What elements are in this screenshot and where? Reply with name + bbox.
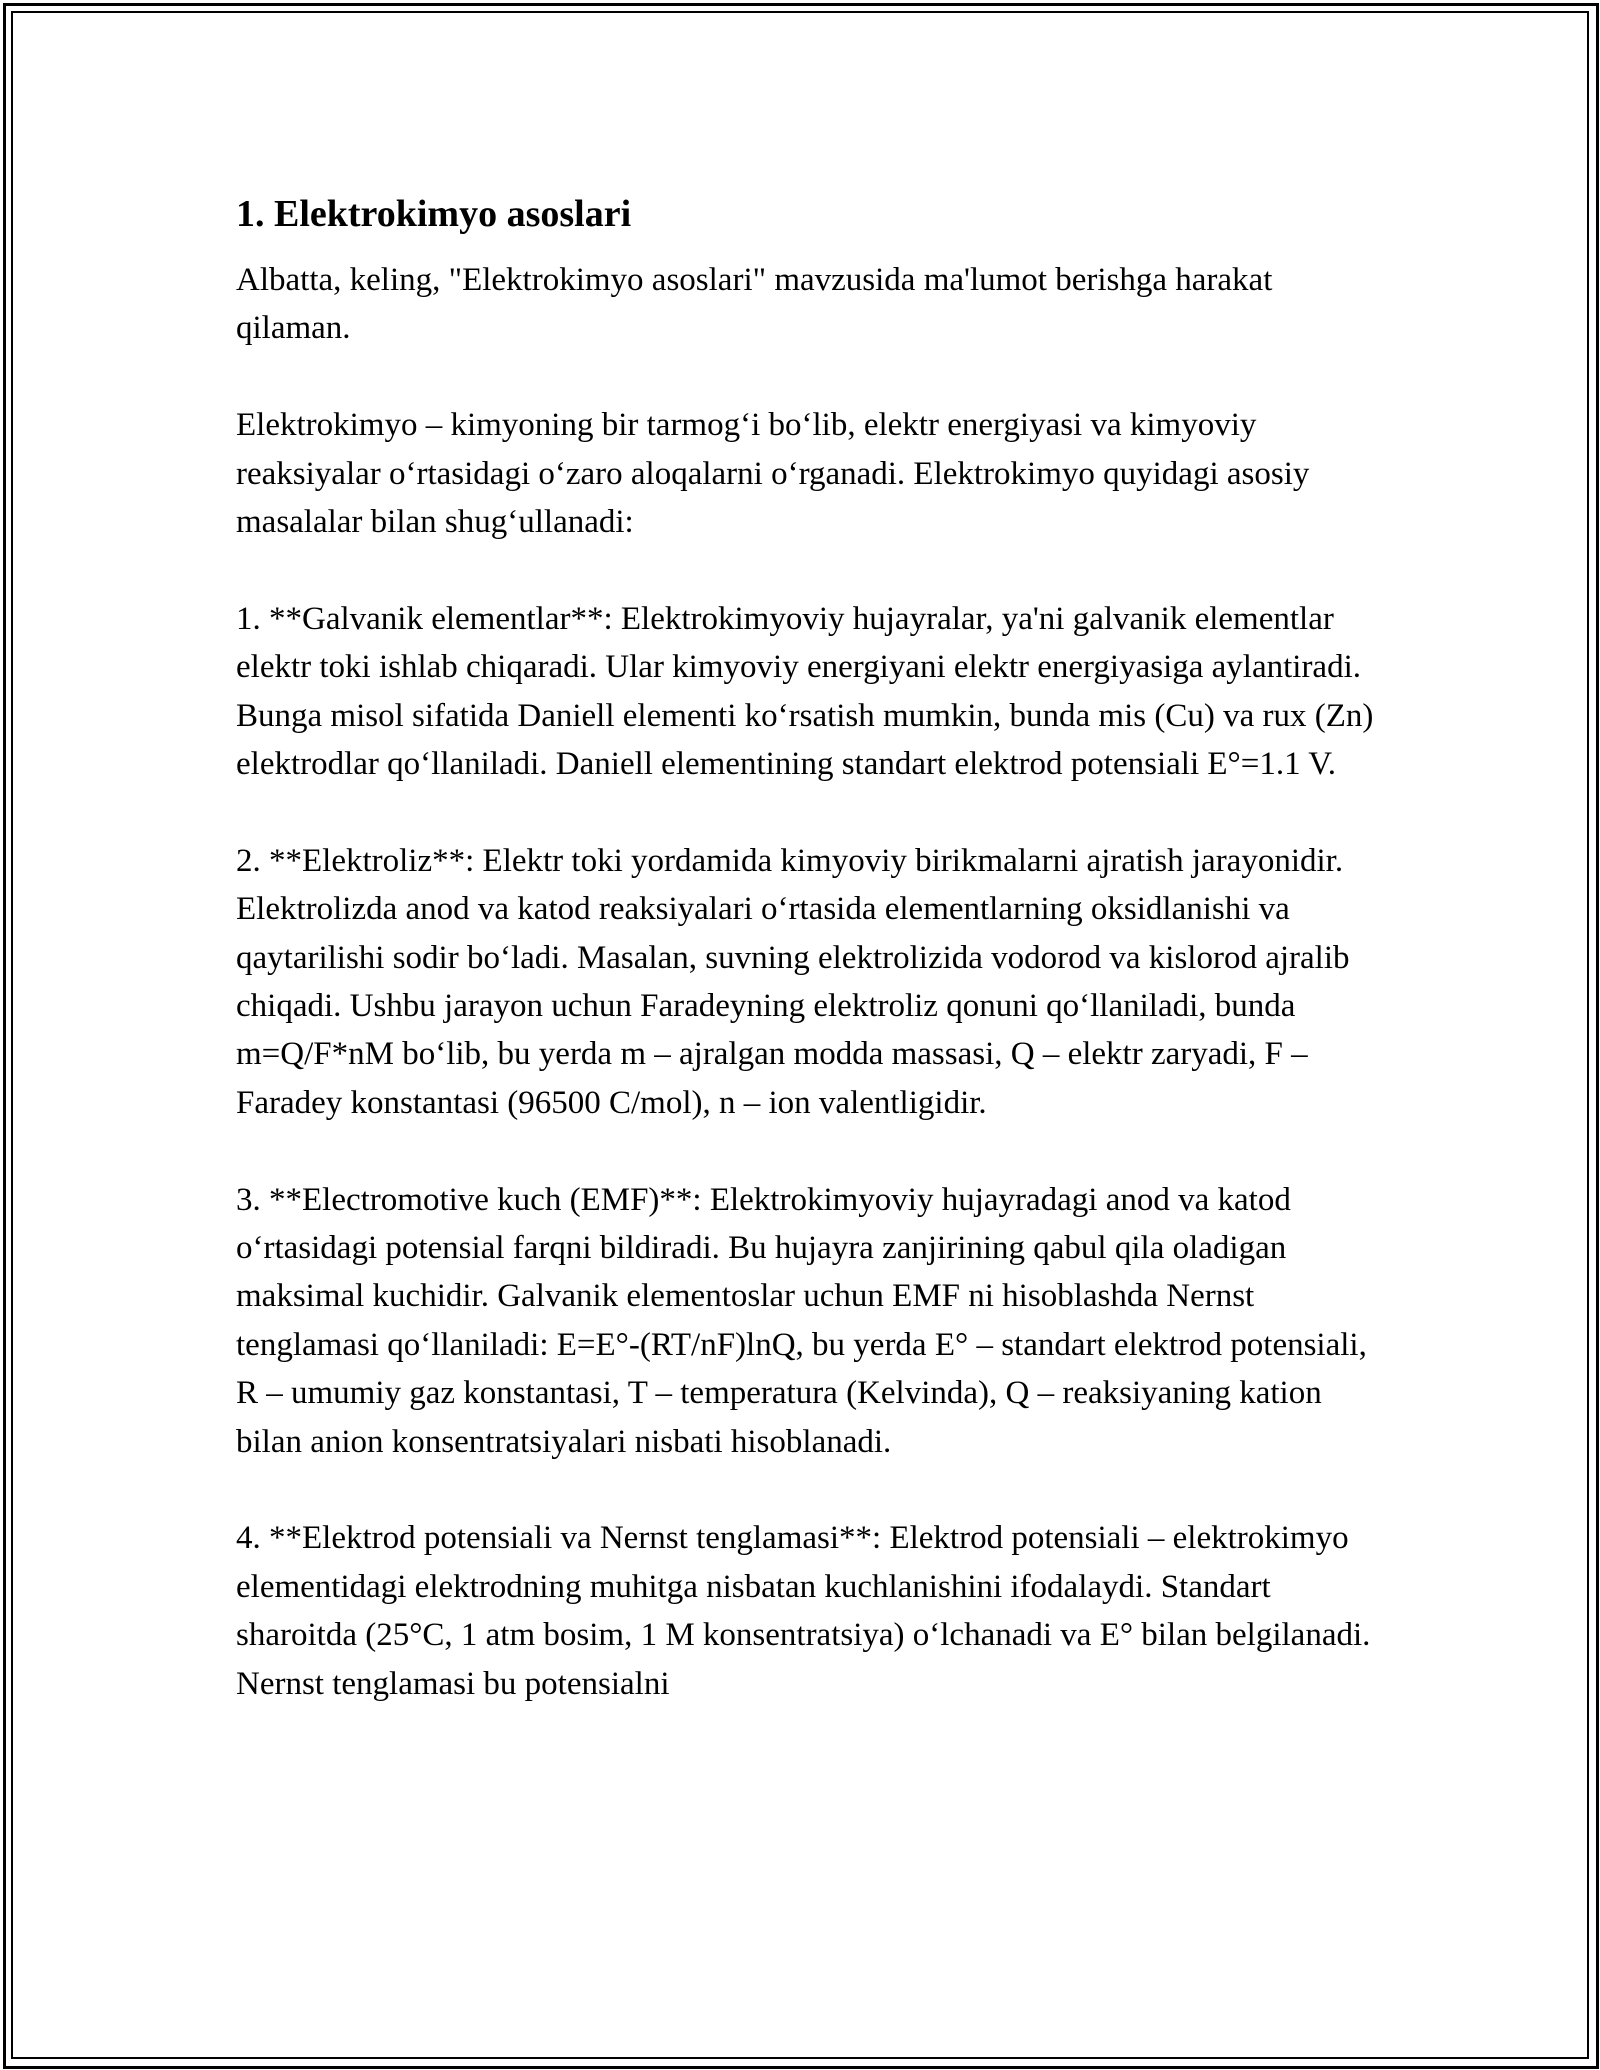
list-item-emf: 3. **Electromotive kuch (EMF)**: Elektrokimyoviy hujayradagi anod va katod o‘rtasidagi potensial farqni bildiradi. Bu hujayra zanjirining qabul qila oladigan maksimal kuchidir. Galvanik elementoslar uchun EMF ni hisoblashda Nernst tenglamasi qo‘llaniladi: E=E°-(RT/nF)lnQ, bu yerda E° – standart elektrod potensiali, R – umumiy gaz konstantasi, T – temperatura (Kelvinda), Q – reaksiyaning kation bilan anion konsentratsiyalari nisbati hisoblanadi. [236,1181,1367,1460]
document-body [236,186,1376,1757]
intro-paragraph: Albatta, keling, "Elektrokimyo asoslari" mavzusida ma'lumot berishga harakat qilaman. [236,262,1273,347]
list-item-galvanic-elements: 1. **Galvanik elementlar**: Elektrokimyoviy hujayralar, ya'ni galvanik elementlar elektr toki ishlab chiqaradi. Ular kimyoviy energiyani elektr energiyasiga aylantiradi. Bunga misol sifatida Daniell elementi ko‘rsatish mumkin, bunda mis (Cu) va rux (Zn) elektrodlar qo‘llaniladi. Daniell elementining standart elektrod potensiali E°=1.1 V. [236,600,1374,783]
definition-paragraph: Elektrokimyo – kimyoning bir tarmog‘i bo‘lib, elektr energiyasi va kimyoviy reaksiyalar o‘rtasidagi o‘zaro aloqalarni o‘rganadi. Elektrokimyo quyidagi asosiy masalalar bilan shug‘ullanadi: [236,407,1310,541]
list-item-electrode-potential: 4. **Elektrod potensiali va Nernst tenglamasi**: Elektrod potensiali – elektrokimyo elementidagi elektrodning muhitga nisbatan kuchlanishini ifodalaydi. Standart sharoitda (25°C, 1 atm bosim, 1 M konsentratsiya) o‘lchanadi va E° bilan belgilanadi. Nernst tenglamasi bu potensialni [236,1520,1371,1702]
section-heading: 1. Elektrokimyo asoslari [236,193,632,235]
list-item-electrolysis: 2. **Elektroliz**: Elektr toki yordamida kimyoviy birikmalarni ajratish jarayonidir. Elektrolizda anod va katod reaksiyalari o‘rtasida elementlarning oksidlanishi va qaytarilishi sodir bo‘ladi. Masalan, suvning elektrolizida vodorod va kislorod ajralib chiqadi. Ushbu jarayon uchun Faradeyning elektroliz qonuni qo‘llaniladi, bunda m=Q/F*nM bo‘lib, bu yerda m – ajralgan modda massasi, Q – elektr zaryadi, F – Faradey konstantasi (96500 C/mol), n – ion valentligidir. [236,842,1350,1121]
